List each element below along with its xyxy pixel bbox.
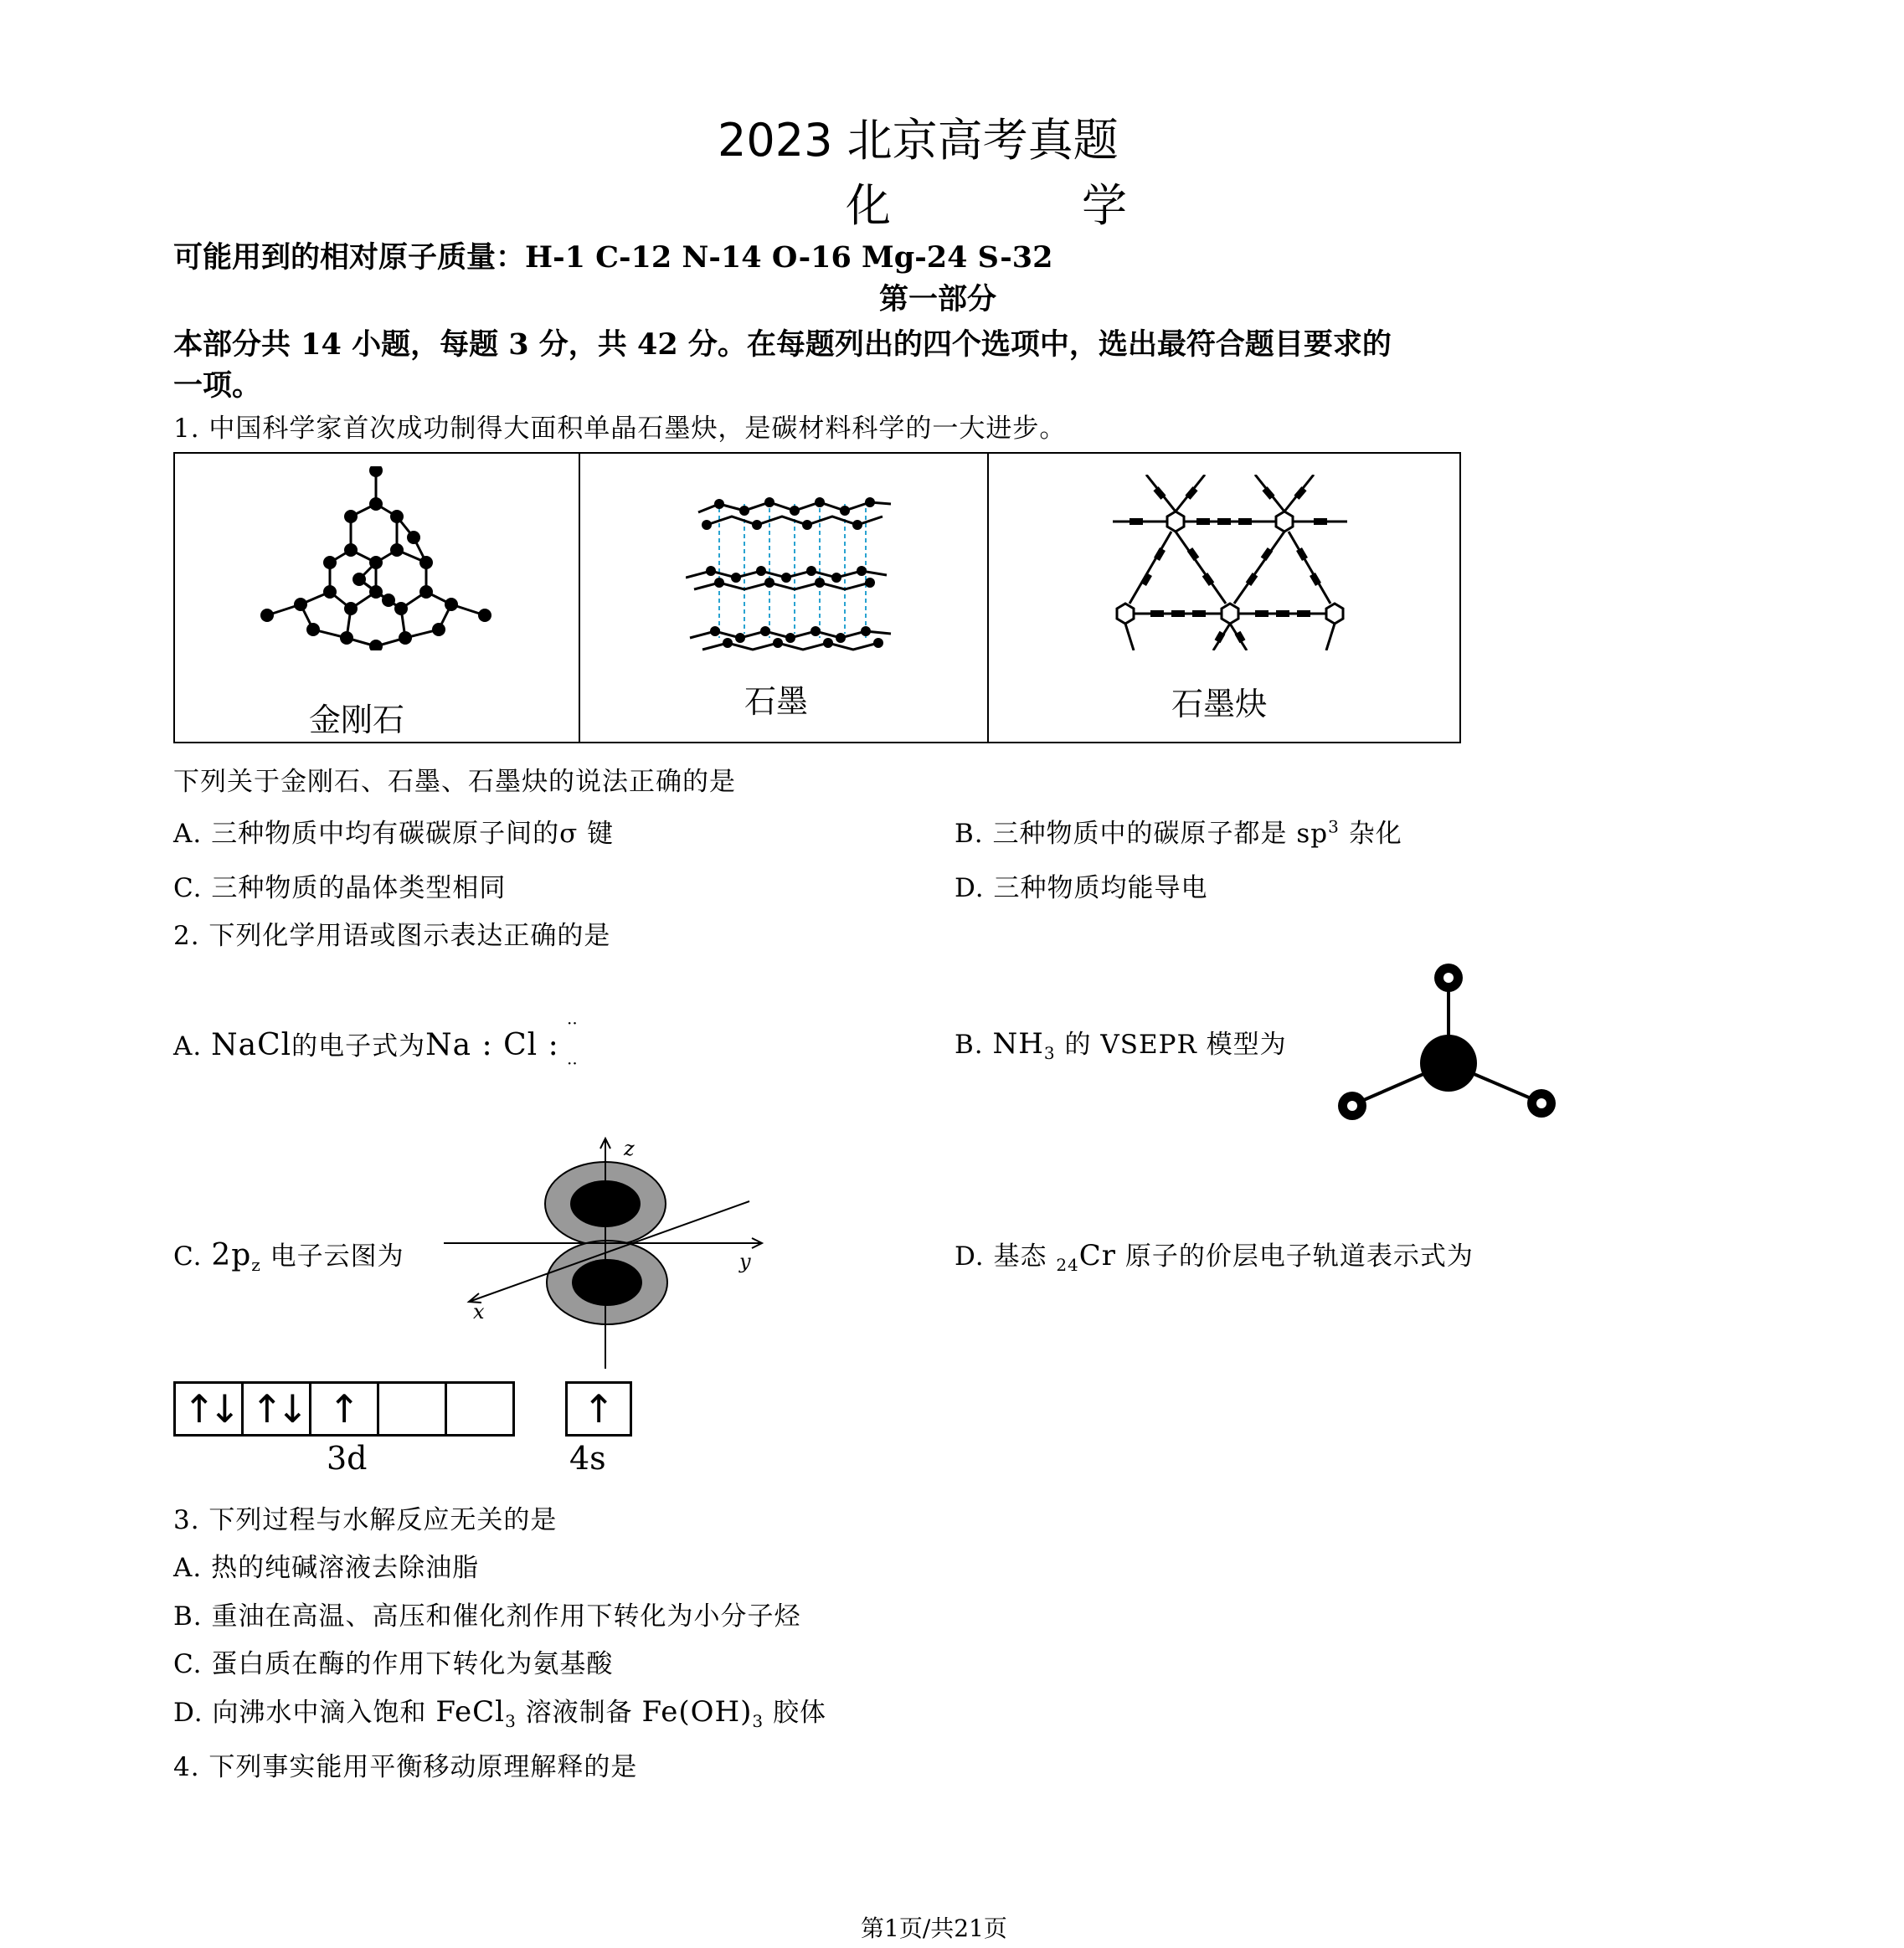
q1-stem: 1. 中国科学家首次成功制得大面积单晶石墨炔，是碳材料科学的一大进步。	[173, 414, 1067, 444]
q2-option-c-formula: 2p	[211, 1238, 252, 1272]
q3-option-d-suffix: 胶体	[764, 1698, 827, 1728]
q3-option-d-formula-1: FeCl	[435, 1695, 506, 1729]
q2-option-c	[173, 1235, 404, 1275]
q3-option-c: C. 蛋白质在酶的作用下转化为氨基酸	[173, 1649, 614, 1679]
q2-option-a	[173, 1025, 559, 1062]
q2-option-d-text: 原子的价层电子轨道表示式为	[1116, 1241, 1474, 1272]
q2-option-d-formula: Cr	[1078, 1239, 1117, 1272]
q4-stem: 4. 下列事实能用平衡移动原理解释的是	[173, 1752, 638, 1782]
orbital-label-3d: 3d	[327, 1440, 368, 1477]
q2-option-a-text: 的电子式为	[291, 1031, 426, 1061]
q2-option-c-axis-y: y	[739, 1250, 751, 1273]
q2-option-c-label: C.	[173, 1241, 212, 1272]
q1-label-graphdiyne: 石墨炔	[1171, 686, 1268, 722]
q1-option-b-text: B. 三种物质中的碳原子都是 sp	[955, 819, 1329, 849]
q2-option-a-electron-formula: Na : Cl :	[425, 1028, 559, 1062]
part-instructions-line2: 一项。	[173, 368, 262, 403]
page-footer: 第1页/共21页	[861, 1915, 1007, 1942]
orbital-box	[447, 1384, 512, 1434]
q1-label-diamond: 金刚石	[309, 702, 405, 738]
orbital-label-4s: 4s	[569, 1440, 606, 1477]
q2-option-c-text: 电子云图为	[260, 1241, 404, 1272]
orbital-box: ↑↓	[176, 1384, 244, 1434]
orbital-box	[379, 1384, 447, 1434]
orbital-box: ↑↓	[244, 1384, 311, 1434]
q3-option-a: A. 热的纯碱溶液去除油脂	[173, 1553, 480, 1583]
q2-option-d	[955, 1235, 1474, 1275]
q2-option-b-formula: NH	[992, 1027, 1044, 1061]
q3-option-b: B. 重油在高温、高压和催化剂作用下转化为小分子烃	[173, 1601, 801, 1632]
q1-option-d: D. 三种物质均能导电	[955, 873, 1208, 903]
page-title: 2023 北京高考真题	[718, 114, 1119, 167]
q2-option-b-sub: 3	[1043, 1043, 1056, 1064]
q1-option-b-sup: 3	[1328, 816, 1340, 837]
q2-option-a-top-dots: ··	[567, 1013, 578, 1033]
q2-option-b	[955, 1023, 1287, 1063]
q2-option-d-label: D. 基态	[955, 1241, 1057, 1272]
q1-question: 下列关于金刚石、石墨、石墨炔的说法正确的是	[173, 767, 736, 797]
q3-option-d-mid: 溶液制备	[516, 1698, 642, 1728]
orbital-diagram-3d	[173, 1381, 515, 1437]
q1-label-graphite: 石墨	[744, 683, 809, 720]
graphite-structure-figure	[686, 479, 903, 655]
q2-option-d-sub: 24	[1056, 1255, 1079, 1276]
q3-option-d	[173, 1691, 826, 1731]
atomic-masses: 可能用到的相对原子质量：H-1 C-12 N-14 O-16 Mg-24 S-32	[173, 240, 1053, 275]
q2-option-c-sub: z	[251, 1255, 261, 1276]
q1-figure-table	[173, 452, 1461, 743]
q1-option-b-suffix: 杂化	[1339, 819, 1402, 849]
pz-orbital-figure	[435, 1130, 770, 1373]
q2-option-c-axis-x: x	[473, 1300, 485, 1324]
q1-option-c: C. 三种物质的晶体类型相同	[173, 873, 507, 903]
subject-title: 化 学	[846, 179, 1160, 232]
part-heading: 第一部分	[879, 282, 997, 316]
part-instructions-line1: 本部分共 14 小题，每题 3 分，共 42 分。在每题列出的四个选项中，选出最符合题目要求的	[173, 327, 1392, 362]
q2-option-c-axis-z: z	[624, 1137, 635, 1160]
q3-option-d-sub-2: 3	[752, 1711, 764, 1732]
q3-stem: 3. 下列过程与水解反应无关的是	[173, 1505, 558, 1535]
orbital-diagram-4s	[565, 1381, 632, 1437]
vsepr-model-figure	[1327, 959, 1570, 1126]
diamond-structure-figure	[250, 466, 502, 650]
q3-option-d-formula-2: Fe(OH)	[641, 1695, 753, 1729]
orbital-box: ↑	[582, 1386, 615, 1431]
q2-option-a-label: A.	[173, 1031, 212, 1061]
q2-stem: 2. 下列化学用语或图示表达正确的是	[173, 921, 611, 951]
q1-option-b	[955, 812, 1402, 850]
q1-option-a: A. 三种物质中均有碳碳原子间的σ 键	[173, 819, 615, 849]
graphdiyne-structure-figure	[1113, 475, 1364, 650]
q2-option-b-label: B.	[955, 1030, 993, 1060]
q3-option-d-text: D. 向沸水中滴入饱和	[173, 1698, 436, 1728]
q2-option-b-text: 的 VSEPR 模型为	[1055, 1030, 1287, 1060]
q3-option-d-sub-1: 3	[505, 1711, 517, 1732]
orbital-box: ↑	[311, 1384, 379, 1434]
q2-option-a-bottom-dots: ··	[567, 1053, 578, 1073]
q2-option-a-formula: NaCl	[211, 1028, 292, 1062]
